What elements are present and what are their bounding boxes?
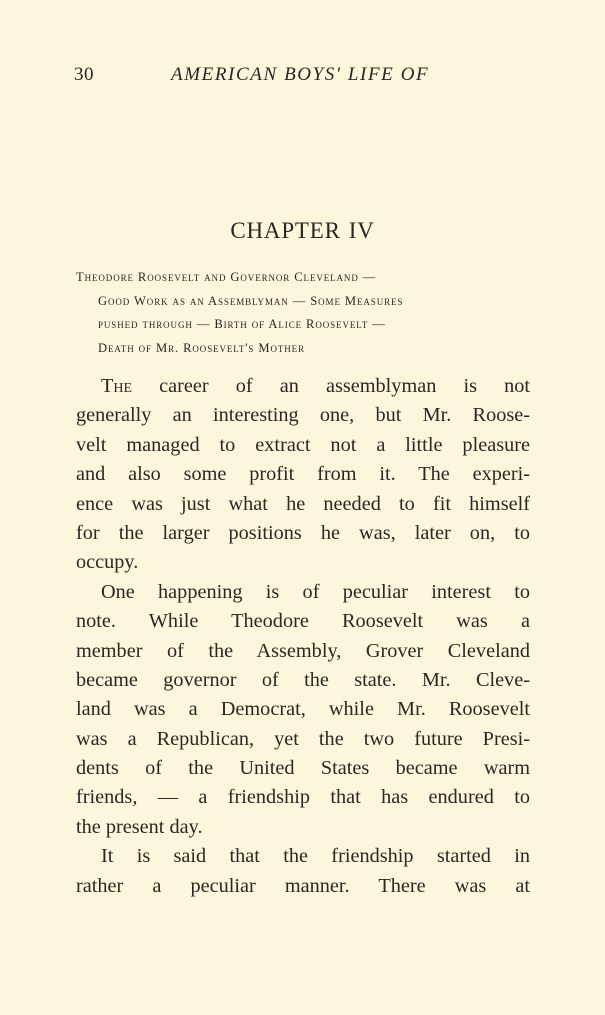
paragraph-line: One happening is of peculiar interest to [101, 580, 530, 603]
synopsis-line: pushed through — Birth of Alice Roosevelt — [98, 317, 386, 331]
paragraph-line: land was a Democrat, while Mr. Roosevelt [76, 698, 530, 721]
paragraph-line: note. While Theodore Roosevelt was a [76, 610, 530, 633]
drop-word: The [101, 375, 133, 397]
paragraph-line: It is said that the friendship started in [101, 845, 530, 868]
paragraph-line: occupy. [76, 551, 139, 574]
paragraph-line: ence was just what he needed to fit himself [76, 492, 530, 515]
synopsis-line: Theodore Roosevelt and Governor Cleveland — [76, 270, 377, 284]
paragraph-line: and also some profit from it. The experi- [76, 463, 530, 486]
paragraph-line: dents of the United States became warm [76, 757, 530, 780]
chapter-heading [0, 218, 605, 244]
paragraph-line: member of the Assembly, Grover Cleveland [76, 639, 530, 662]
paragraph-line: became governor of the state. Mr. Cleve- [76, 668, 530, 691]
paragraph-line: velt managed to extract not a little pleasure [76, 433, 530, 456]
paragraph-line: The career of an assemblyman is not [101, 375, 530, 397]
chapter-number: IV [348, 218, 375, 243]
synopsis-line: Death of Mr. Roosevelt's Mother [98, 340, 305, 355]
paragraph-line: generally an interesting one, but Mr. Roose- [76, 404, 530, 427]
body-text [76, 372, 530, 901]
chapter-label: CHAPTER [230, 218, 341, 243]
running-head [74, 64, 534, 92]
paragraph-line: was a Republican, yet the two future Presi- [76, 727, 530, 750]
paragraph-line: the present day. [76, 815, 203, 838]
chapter-synopsis [76, 266, 536, 360]
running-title: AMERICAN BOYS' LIFE OF [171, 64, 430, 85]
synopsis-line: Good Work as an Assemblyman — Some Measures [98, 293, 404, 308]
paragraph-line: friends, — a friendship that has endured to [76, 786, 530, 809]
page-number: 30 [74, 64, 94, 85]
paragraph-line: for the larger positions he was, later on, to [76, 521, 530, 544]
paragraph-line: rather a peculiar manner. There was at [76, 874, 530, 897]
